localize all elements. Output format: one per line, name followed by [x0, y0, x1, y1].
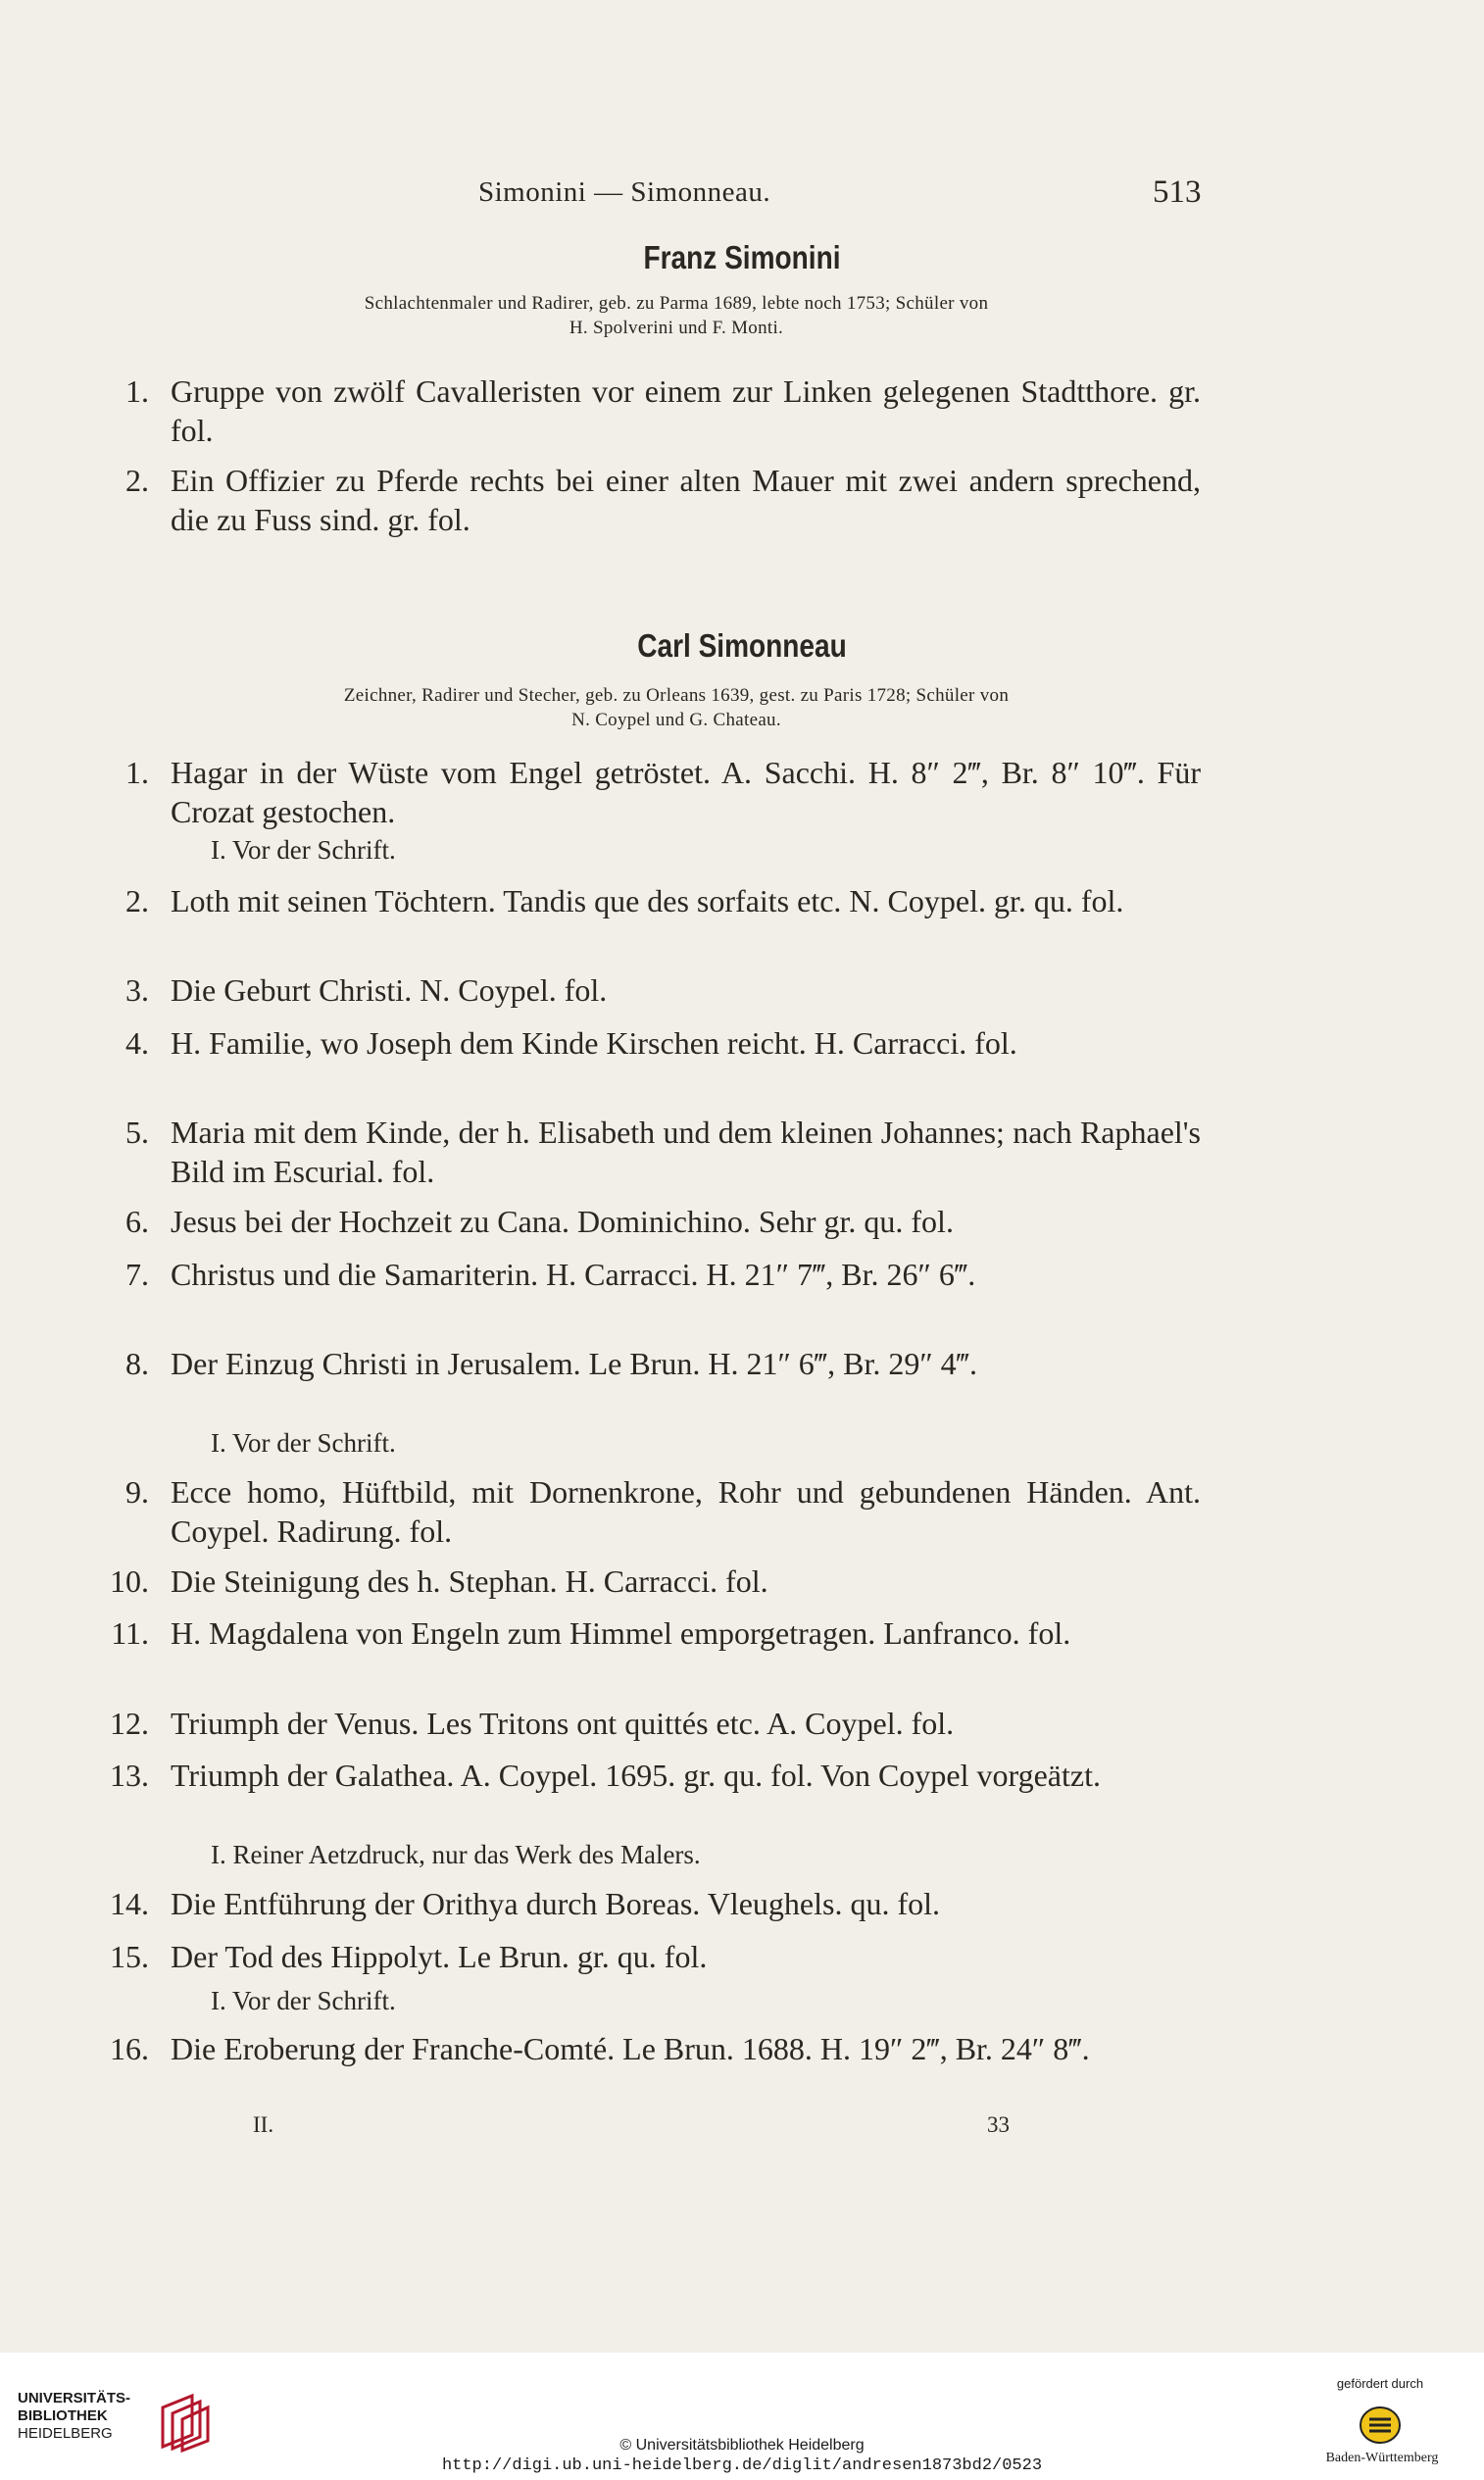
catalogue-entry	[98, 970, 1201, 1010]
entry-number: 1.	[125, 373, 149, 409]
entry-number: 7.	[125, 1257, 149, 1292]
funded-by-label: gefördert durch	[1336, 2376, 1424, 2391]
entry-number: 15.	[110, 1939, 149, 1974]
catalogue-entry	[98, 1472, 1201, 1551]
catalogue-entry	[98, 1113, 1201, 1191]
entry-text: Ecce homo, Hüftbild, mit Dornenkrone, Rohr und gebundenen Händen. Ant. Coypel. Radirung. fol.	[171, 1474, 1201, 1549]
entry-text: Jesus bei der Hochzeit zu Cana. Dominichino. Sehr gr. qu. fol.	[171, 1204, 954, 1239]
section-subtitle-line: H. Spolverini und F. Monti.	[569, 318, 784, 338]
catalogue-entry	[98, 881, 1201, 920]
catalogue-entry	[98, 1344, 1201, 1383]
running-head: Simonini — Simonneau.	[478, 176, 771, 208]
signature-mark: II.	[253, 2112, 274, 2137]
print-state: I. Vor der Schrift.	[211, 1428, 396, 1458]
entry-text: Triumph der Venus. Les Tritons ont quittés etc. A. Coypel. fol.	[171, 1706, 955, 1741]
section-title-simonini: Franz Simonini	[643, 239, 841, 275]
entry-text: Die Steinigung des h. Stephan. H. Carracci. fol.	[171, 1563, 768, 1599]
catalogue-entry	[98, 1023, 1201, 1063]
page-number: 513	[1153, 174, 1202, 210]
entry-text: Loth mit seinen Töchtern. Tandis que des sorfaits etc. N. Coypel. gr. qu. fol.	[171, 883, 1124, 918]
entry-number: 8.	[125, 1346, 149, 1381]
state-coat-of-arms-icon[interactable]	[1348, 2400, 1412, 2449]
library-name-line: HEIDELBERG	[18, 2425, 113, 2442]
entry-text: Gruppe von zwölf Cavalleristen vor einem zur Linken gelegenen Stadtthore. gr. fol.	[171, 373, 1201, 448]
page-header	[0, 176, 1484, 216]
entry-number: 2.	[125, 883, 149, 918]
catalogue-entry	[98, 1255, 1201, 1294]
entry-number: 16.	[110, 2031, 149, 2066]
section-subtitle-line: N. Coypel und G. Chateau.	[571, 710, 781, 730]
entry-text: Christus und die Samariterin. H. Carracci. H. 21″ 7‴, Br. 26″ 6‴.	[171, 1257, 976, 1292]
signature-number: 33	[987, 2112, 1010, 2137]
entry-number: 6.	[125, 1204, 149, 1239]
entry-number: 14.	[110, 1886, 149, 1921]
entry-number: 10.	[110, 1563, 149, 1599]
entry-number: 5.	[125, 1115, 149, 1150]
catalogue-entry	[98, 1704, 1201, 1743]
entry-text: Die Geburt Christi. N. Coypel. fol.	[171, 972, 608, 1008]
entry-text: Der Tod des Hippolyt. Le Brun. gr. qu. fol.	[171, 1939, 708, 1974]
section-title-simonneau: Carl Simonneau	[637, 627, 847, 664]
library-name-line: UNIVERSITÄTS-	[18, 2390, 131, 2406]
library-name-line: BIBLIOTHEK	[18, 2407, 108, 2424]
entry-text: Der Einzug Christi in Jerusalem. Le Brun. H. 21″ 6‴, Br. 29″ 4‴.	[171, 1346, 977, 1381]
catalogue-entry	[98, 372, 1201, 450]
library-name	[18, 2390, 130, 2443]
entry-number: 2.	[125, 463, 149, 498]
permalink-url[interactable]: http://digi.ub.uni-heidelberg.de/diglit/andresen1873bd2/0523	[441, 2456, 1043, 2475]
print-state: I. Vor der Schrift.	[211, 1986, 396, 2015]
entry-number: 3.	[125, 972, 149, 1008]
entry-text: Die Eroberung der Franche-Comté. Le Brun. 1688. H. 19″ 2‴, Br. 24″ 8‴.	[171, 2031, 1090, 2066]
funder-name: Baden-Württemberg	[1325, 2451, 1439, 2465]
entry-number: 11.	[111, 1615, 149, 1651]
section-subtitle-line: Schlachtenmaler und Radirer, geb. zu Parma 1689, lebte noch 1753; Schüler von	[364, 293, 989, 314]
entry-text: Maria mit dem Kinde, der h. Elisabeth und dem kleinen Johannes; nach Raphael's Bild im Escurial. fol.	[171, 1115, 1201, 1189]
entry-number: 1.	[125, 755, 149, 790]
catalogue-entry	[98, 2029, 1201, 2068]
catalogue-entry	[98, 753, 1201, 831]
catalogue-entry	[98, 461, 1201, 539]
entry-number: 12.	[110, 1706, 149, 1741]
catalogue-entry	[98, 1884, 1201, 1923]
entry-text: H. Familie, wo Joseph dem Kinde Kirschen reicht. H. Carracci. fol.	[171, 1025, 1017, 1061]
catalogue-entry	[98, 1937, 1201, 1976]
print-state: I. Reiner Aetzdruck, nur das Werk des Malers.	[211, 1840, 701, 1869]
entry-text: Hagar in der Wüste vom Engel getröstet. A. Sacchi. H. 8″ 2‴, Br. 8″ 10‴. Für Crozat gestochen.	[171, 755, 1201, 829]
copyright-notice: © Universitätsbibliothek Heidelberg	[619, 2437, 865, 2454]
entry-text: H. Magdalena von Engeln zum Himmel emporgetragen. Lanfranco. fol.	[171, 1615, 1071, 1651]
catalogue-entry	[98, 1562, 1201, 1601]
catalogue-entry	[98, 1613, 1201, 1653]
entry-text: Ein Offizier zu Pferde rechts bei einer alten Mauer mit zwei andern sprechend, die zu Fuss sind. gr. fol.	[171, 463, 1201, 537]
section-subtitle-line: Zeichner, Radirer und Stecher, geb. zu Orleans 1639, gest. zu Paris 1728; Schüler von	[343, 685, 1010, 706]
catalogue-entry	[98, 1202, 1201, 1241]
entry-number: 4.	[125, 1025, 149, 1061]
entry-text: Triumph der Galathea. A. Coypel. 1695. gr. qu. fol. Von Coypel vorgeätzt.	[171, 1758, 1101, 1793]
entry-number: 13.	[110, 1758, 149, 1793]
entry-number: 9.	[125, 1474, 149, 1510]
print-state: I. Vor der Schrift.	[211, 835, 396, 865]
entry-text: Die Entführung der Orithya durch Boreas. Vleughels. qu. fol.	[171, 1886, 940, 1921]
catalogue-entry	[98, 1756, 1201, 1795]
